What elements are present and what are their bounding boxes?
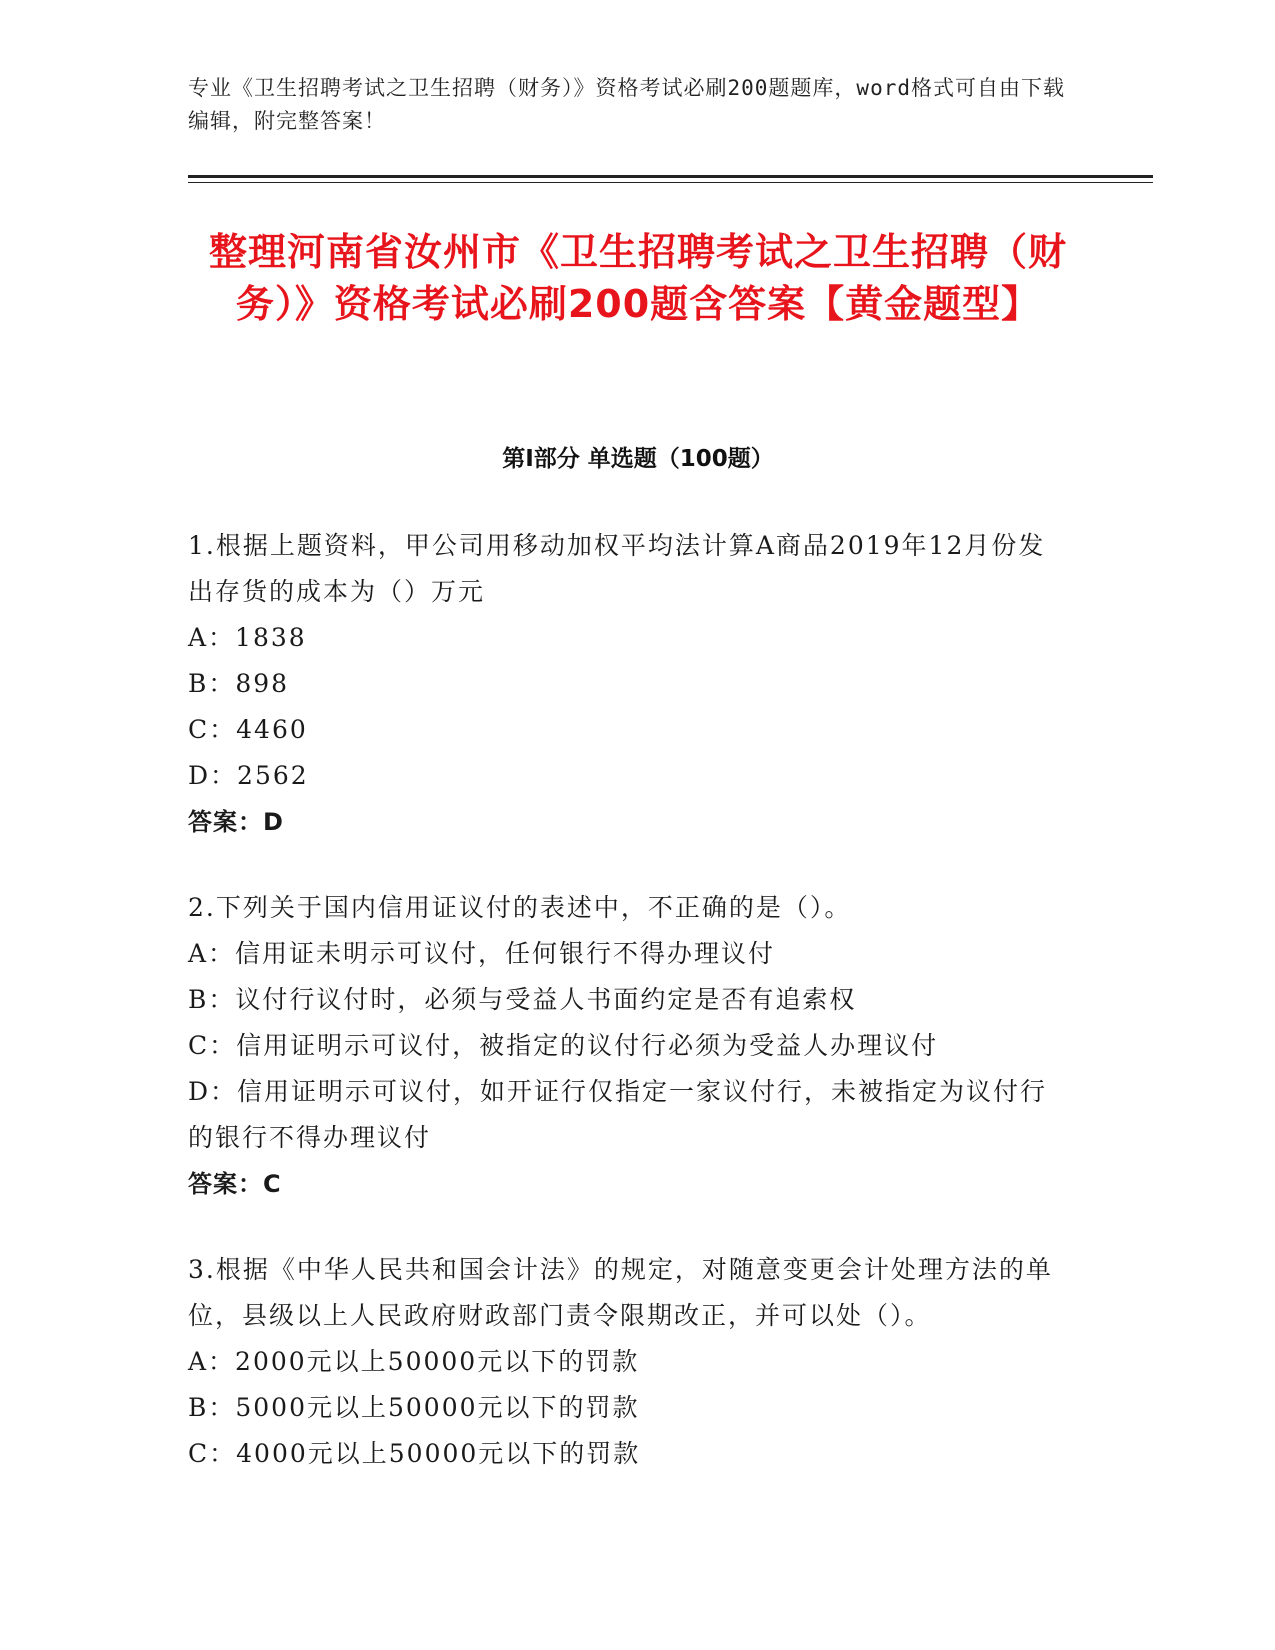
question-list xyxy=(188,523,1068,1517)
option-c: C：4460 xyxy=(188,715,308,744)
option-a: A：1838 xyxy=(188,623,307,652)
question-stem: 3.根据《中华人民共和国会计法》的规定，对随意变更会计处理方法的单位，县级以上人民政府财政部门责令限期改正，并可以处（）。 xyxy=(188,1255,1053,1330)
header-rule-thin xyxy=(188,182,1153,183)
option-b: B：898 xyxy=(188,669,290,698)
option-b: B：5000元以上50000元以下的罚款 xyxy=(188,1393,640,1422)
option-c: C：信用证明示可议付，被指定的议付行必须为受益人办理议付 xyxy=(188,1031,939,1060)
option-d: D：2562 xyxy=(188,761,309,790)
answer: 答案：C xyxy=(188,1170,282,1198)
question-stem: 1.根据上题资料，甲公司用移动加权平均法计算A商品2019年12月份发出存货的成本为（）万元 xyxy=(188,531,1046,606)
question-2 xyxy=(188,885,1068,1207)
option-b: B：议付行议付时，必须与受益人书面约定是否有追索权 xyxy=(188,985,857,1014)
option-a: A：信用证未明示可议付，任何银行不得办理议付 xyxy=(188,939,776,968)
option-d: D：信用证明示可议付，如开证行仅指定一家议付行，未被指定为议付行的银行不得办理议付 xyxy=(188,1077,1048,1152)
header-rule-thick xyxy=(188,175,1153,178)
document-title: 整理河南省汝州市《卫生招聘考试之卫生招聘（财务）》资格考试必刷200题含答案【黄金题型】 xyxy=(208,230,1067,326)
option-a: A：2000元以上50000元以下的罚款 xyxy=(188,1347,640,1376)
header-note: 专业《卫生招聘考试之卫生招聘（财务）》资格考试必刷200题题库，word格式可自由下载编辑，附完整答案！ xyxy=(188,76,1065,133)
section-title: 第Ⅰ部分 单选题（100题） xyxy=(502,446,774,472)
answer: 答案：D xyxy=(188,808,284,836)
option-c: C：4000元以上50000元以下的罚款 xyxy=(188,1439,641,1468)
question-3 xyxy=(188,1247,1068,1477)
question-1 xyxy=(188,523,1068,845)
question-stem: 2.下列关于国内信用证议付的表述中，不正确的是（）。 xyxy=(188,893,852,922)
